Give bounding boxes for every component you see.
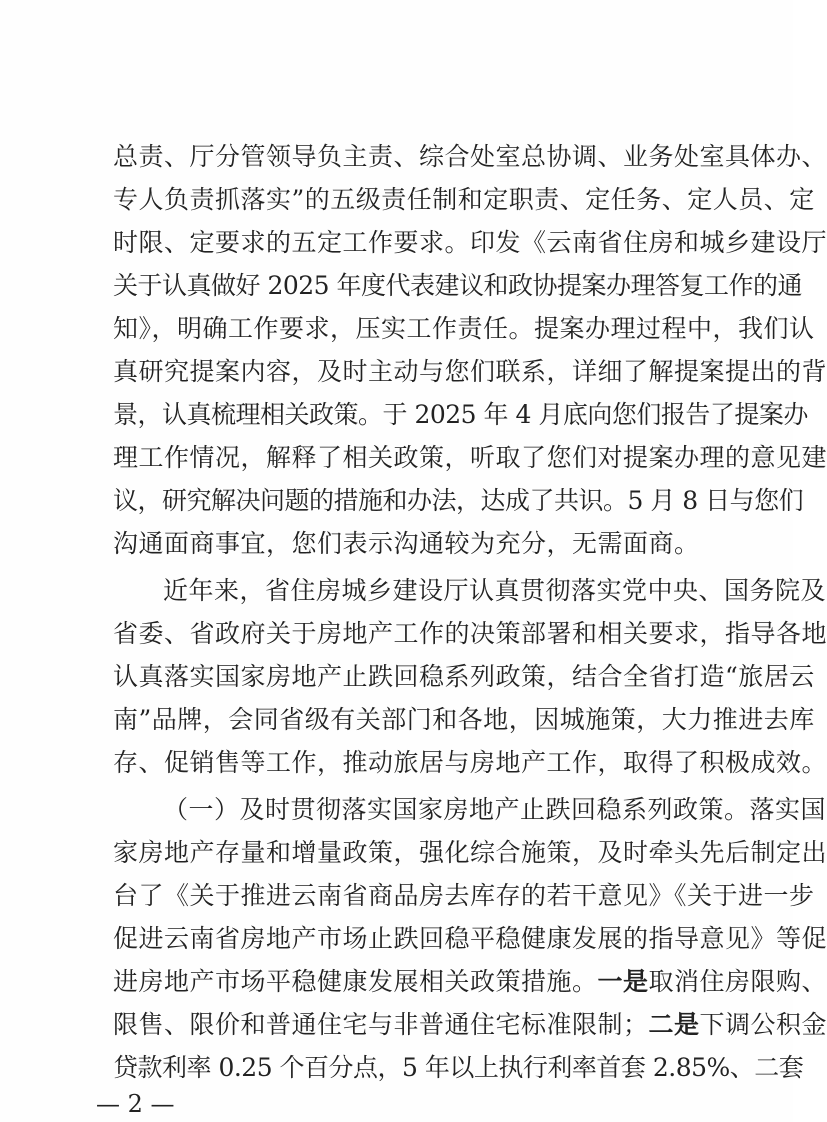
page-number: — 2 —: [96, 1090, 175, 1118]
paragraph-start-line: 近年来，省住房城乡建设厅认真贯彻落实党中央、国务院及: [163, 576, 827, 605]
body-line: 家房地产存量和增量政策，强化综合施策，及时牵头先后制定出: [113, 838, 827, 867]
body-line: 南”品牌，会同省级有关部门和各地，因城施策，大力推进去库: [113, 705, 815, 734]
body-text: 限售、限价和普通住宅与非普通住宅标准限制；: [113, 1010, 649, 1039]
body-line: 议，研究解决问题的措施和办法，达成了共识。5 月 8 日与您们: [113, 486, 804, 515]
body-line: 真研究提案内容，及时主动与您们联系，详细了解提案提出的背: [113, 357, 827, 386]
body-line: [113, 1006, 827, 1044]
body-text: 取消住房限购、: [648, 967, 827, 996]
body-line: 促进云南省房地产市场止跌回稳平稳健康发展的指导意见》等促: [113, 924, 827, 953]
body-line: 省委、省政府关于房地产工作的决策部署和相关要求，指导各地: [113, 619, 827, 648]
body-line: 时限、定要求的五定工作要求。印发《云南省住房和城乡建设厅: [113, 228, 827, 257]
body-line: 专人负责抓落实”的五级责任制和定职责、定任务、定人员、定: [113, 185, 815, 214]
body-line: 总责、厅分管领导负主责、综合处室总协调、业务处室具体办、: [113, 142, 827, 171]
body-line: 景，认真梳理相关政策。于 2025 年 4 月底向您们报告了提案办: [113, 400, 808, 429]
emphasis-text: 二是: [648, 1010, 700, 1039]
body-line: 知》，明确工作要求，压实工作责任。提案办理过程中，我们认: [113, 314, 815, 343]
body-line: 理工作情况，解释了相关政策，听取了您们对提案办理的意见建: [113, 443, 827, 472]
body-line: 贷款利率 0.25 个百分点，5 年以上执行利率首套 2.85%、二套: [113, 1053, 804, 1082]
body-text: 下调公积金: [699, 1010, 827, 1039]
body-line: 关于认真做好 2025 年度代表建议和政协提案办理答复工作的通: [113, 271, 803, 300]
body-line: 沟通面商事宜，您们表示沟通较为充分，无需面商。: [113, 529, 700, 558]
body-line: 认真落实国家房地产止跌回稳系列政策，结合全省打造“旅居云: [113, 662, 815, 691]
body-line: 存、促销售等工作，推动旅居与房地产工作，取得了积极成效。: [113, 748, 827, 777]
section-heading-line: （一）及时贯彻落实国家房地产止跌回稳系列政策。落实国: [163, 795, 827, 824]
body-line: 台了《关于推进云南省商品房去库存的若干意见》《关于进一步: [113, 881, 815, 910]
emphasis-text: 一是: [597, 967, 649, 996]
body-text: 进房地产市场平稳健康发展相关政策措施。: [113, 967, 598, 996]
body-line: [113, 963, 827, 1001]
